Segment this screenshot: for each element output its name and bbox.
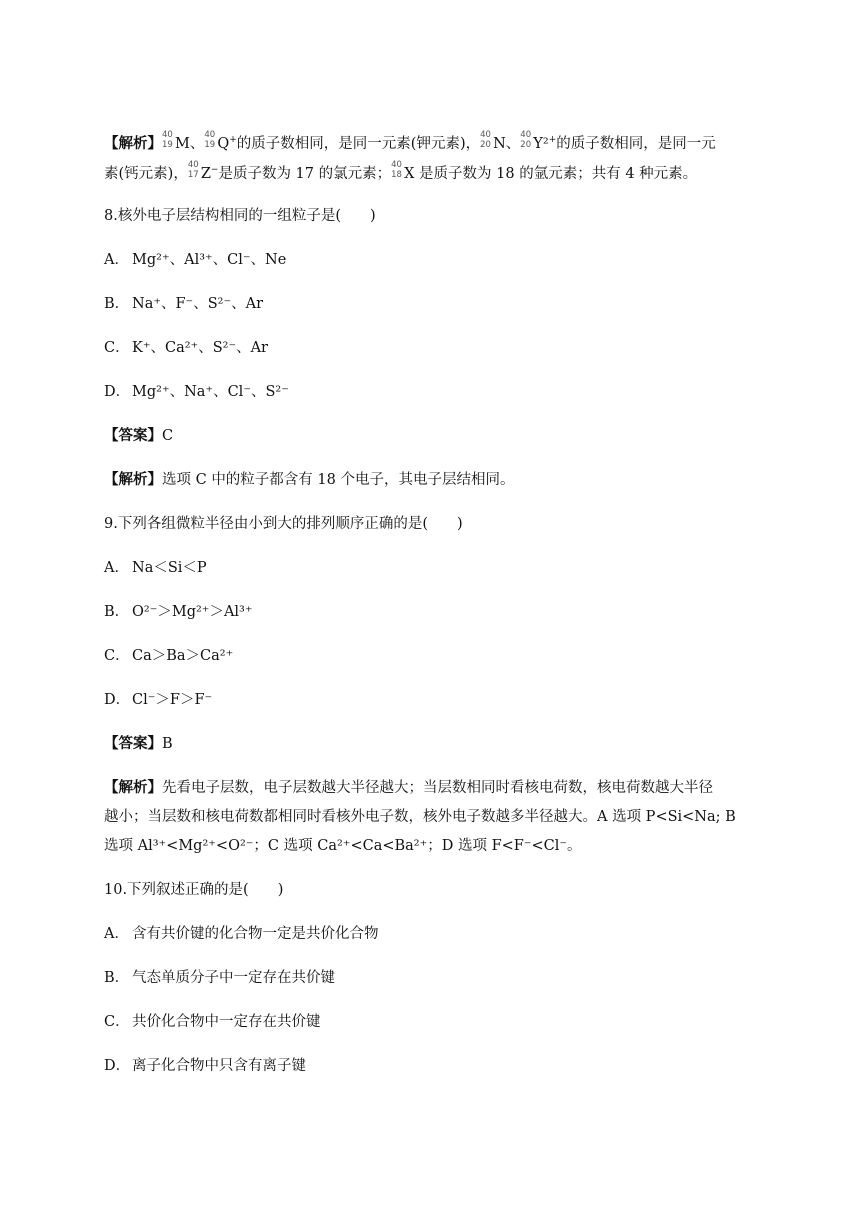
q10-option-d [104, 1056, 306, 1076]
q8-stem: 8.核外电子层结构相同的一组粒子是( ) [104, 208, 376, 224]
option-text: Na＜Si＜P [132, 560, 207, 576]
option-label: D． [104, 692, 131, 708]
q9-analysis-line-2: 越小；当层数和核电荷数都相同时看核外电子数，核外电子数越多半径越大。A 选项 P<Si<Na; B [104, 809, 736, 825]
analysis-label: 【解析】 [104, 471, 162, 488]
option-label: B． [104, 970, 130, 986]
analysis-label: 【解析】 [104, 779, 162, 796]
q9-answer [104, 734, 173, 754]
isotope-notation: 40 19 [162, 130, 173, 150]
option-text: Ca＞Ba＞Ca²⁺ [132, 648, 234, 664]
q9-option-a [104, 558, 207, 578]
option-label: D． [104, 384, 131, 400]
option-label: D． [104, 1058, 131, 1074]
option-label: A． [104, 560, 129, 576]
isotope-notation: 40 20 [480, 130, 491, 150]
answer-value: C [162, 428, 174, 444]
q9-option-d [104, 690, 212, 710]
analysis-label: 【解析】 [104, 135, 162, 152]
option-text: 离子化合物中只含有离子键 [132, 1058, 306, 1074]
q9-analysis-line-1 [104, 778, 713, 798]
answer-label: 【答案】 [104, 427, 162, 444]
q9-analysis-line-3: 选项 Al³⁺<Mg²⁺<O²⁻；C 选项 Ca²⁺<Ca<Ba²⁺；D 选项 F<F⁻<Cl⁻。 [104, 838, 582, 854]
q9-option-b [104, 602, 253, 622]
option-text: O²⁻＞Mg²⁺＞Al³⁺ [132, 604, 253, 620]
isotope-notation: 40 18 [391, 160, 402, 180]
option-label: A． [104, 252, 129, 268]
option-text: Cl⁻＞F＞F⁻ [132, 692, 213, 708]
answer-label: 【答案】 [104, 735, 162, 752]
analysis-text: 选项 C 中的粒子都含有 18 个电子，其电子层结相同。 [162, 472, 515, 488]
option-text: 气态单质分子中一定存在共价键 [132, 970, 335, 986]
option-label: A． [104, 926, 129, 942]
q8-option-b [104, 294, 263, 314]
option-text: Mg²⁺、Al³⁺、Cl⁻、Ne [132, 252, 287, 268]
option-label: C． [104, 1014, 130, 1030]
isotope-notation: 40 20 [520, 130, 532, 150]
q7-analysis-line-2: 素(钙元素)， 40 17 Z−是质子数为 17 的氯元素； 40 18 X 是质子数为 18 的氩元素；共有 4 种元素。 [104, 160, 698, 182]
option-text: 含有共价键的化合物一定是共价化合物 [132, 926, 379, 942]
q8-option-a [104, 250, 286, 270]
option-text: K⁺、Ca²⁺、S²⁻、Ar [132, 340, 268, 356]
option-label: C． [104, 648, 130, 664]
option-label: C． [104, 340, 130, 356]
q8-option-c [104, 338, 268, 358]
q10-option-c [104, 1012, 321, 1032]
q8-analysis [104, 470, 514, 490]
q10-stem: 10.下列叙述正确的是( ) [104, 882, 284, 898]
q10-option-a [104, 924, 379, 944]
q10-option-b [104, 968, 335, 988]
analysis-text: 先看电子层数，电子层数越大半径越大；当层数相同时看核电荷数，核电荷数越大半径 [162, 780, 713, 796]
q8-option-d [104, 382, 289, 402]
option-text: Na⁺、F⁻、S²⁻、Ar [132, 296, 264, 312]
isotope-notation: 40 17 [187, 160, 199, 180]
isotope-notation: 40 19 [204, 130, 216, 150]
q8-answer [104, 426, 173, 446]
q9-option-c [104, 646, 233, 666]
q7-analysis-line-1: 【解析】 40 19 M、 40 19 Q+的质子数相同，是同一元素(钾元素)， 40 20 N、 40 20 Y²+的质子数相同，是同一元 [104, 130, 716, 152]
option-label: B． [104, 604, 130, 620]
option-label: B． [104, 296, 130, 312]
q9-stem: 9.下列各组微粒半径由小到大的排列顺序正确的是( ) [104, 516, 463, 532]
option-text: Mg²⁺、Na⁺、Cl⁻、S²⁻ [132, 384, 289, 400]
answer-value: B [162, 736, 173, 752]
option-text: 共价化合物中一定存在共价键 [132, 1014, 321, 1030]
